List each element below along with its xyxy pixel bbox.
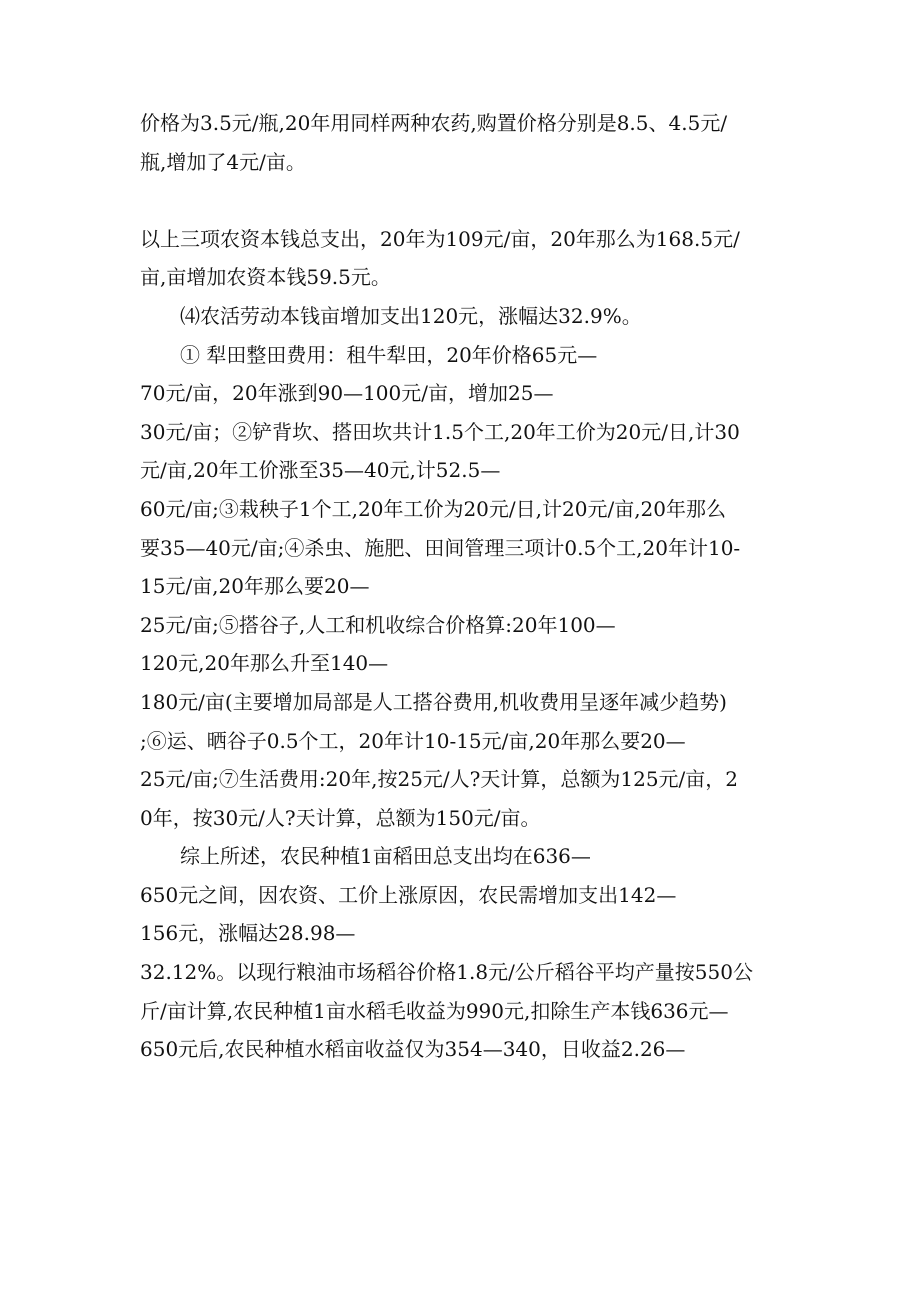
text-line: 15元/亩,20年那么要20— [140,574,370,599]
text-line: 元/亩,20年工价涨至35—40元,计52.5— [140,458,501,483]
text-line: 斤/亩计算,农民种植1亩水稻毛收益为990元,扣除生产本钱636元— [140,998,729,1023]
text-line: 0年，按30元/人?天计算，总额为150元/亩。 [140,805,541,830]
document-body [140,104,780,1069]
text-line: 亩,亩增加农资本钱59.5元。 [140,265,391,290]
text-line: 价格为3.5元/瓶,20年用同样两种农药,购置价格分别是8.5、4.5元/ [140,111,728,135]
text-line: 60元/亩;③栽秧子1个工,20年工价为20元/日,计20元/亩,20年那么 [140,496,726,521]
text-line: 156元，涨幅达28.98— [140,921,356,946]
text-line: 30元/亩；②铲背坎、搭田坎共计1.5个工,20年工价为20元/日,计30 [140,419,740,444]
text-line: 180元/亩(主要增加局部是人工搭谷费用,机收费用呈逐年减少趋势) [140,689,727,714]
text-line: ① 犁田整田费用：租牛犁田，20年价格65元— [180,342,598,367]
text-line: 综上所述，农民种植1亩稻田总支出均在636— [180,844,591,869]
text-line: 70元/亩，20年涨到90—100元/亩，增加25— [140,381,554,406]
text-line: 25元/亩;⑦生活费用:20年,按25元/人?天计算，总额为125元/亩，2 [140,767,739,792]
text-line: ;⑥运、晒谷子0.5个工，20年计10-15元/亩,20年那么要20— [140,728,686,753]
text-line: ⑷农活劳动本钱亩增加支出120元，涨幅达32.9%。 [180,303,642,328]
text-line: 650元后,农民种植水稻亩收益仅为354—340，日收益2.26— [140,1037,686,1062]
text-line: 32.12%。以现行粮油市场稻谷价格1.8元/公斤稻谷平均产量按550公 [140,960,753,985]
text-line: 要35—40元/亩;④杀虫、施肥、田间管理三项计0.5个工,20年计10- [140,535,741,560]
paragraph-gap [140,181,780,220]
text-line: 25元/亩;⑤搭谷子,人工和机收综合价格算:20年100— [140,612,616,637]
text-line: 以上三项农资本钱总支出，20年为109元/亩，20年那么为168.5元/ [140,226,740,251]
text-line: 120元,20年那么升至140— [140,651,389,676]
text-line: 650元之间，因农资、工价上涨原因，农民需增加支出142— [140,882,677,907]
text-line: 瓶,增加了4元/亩。 [140,149,306,174]
